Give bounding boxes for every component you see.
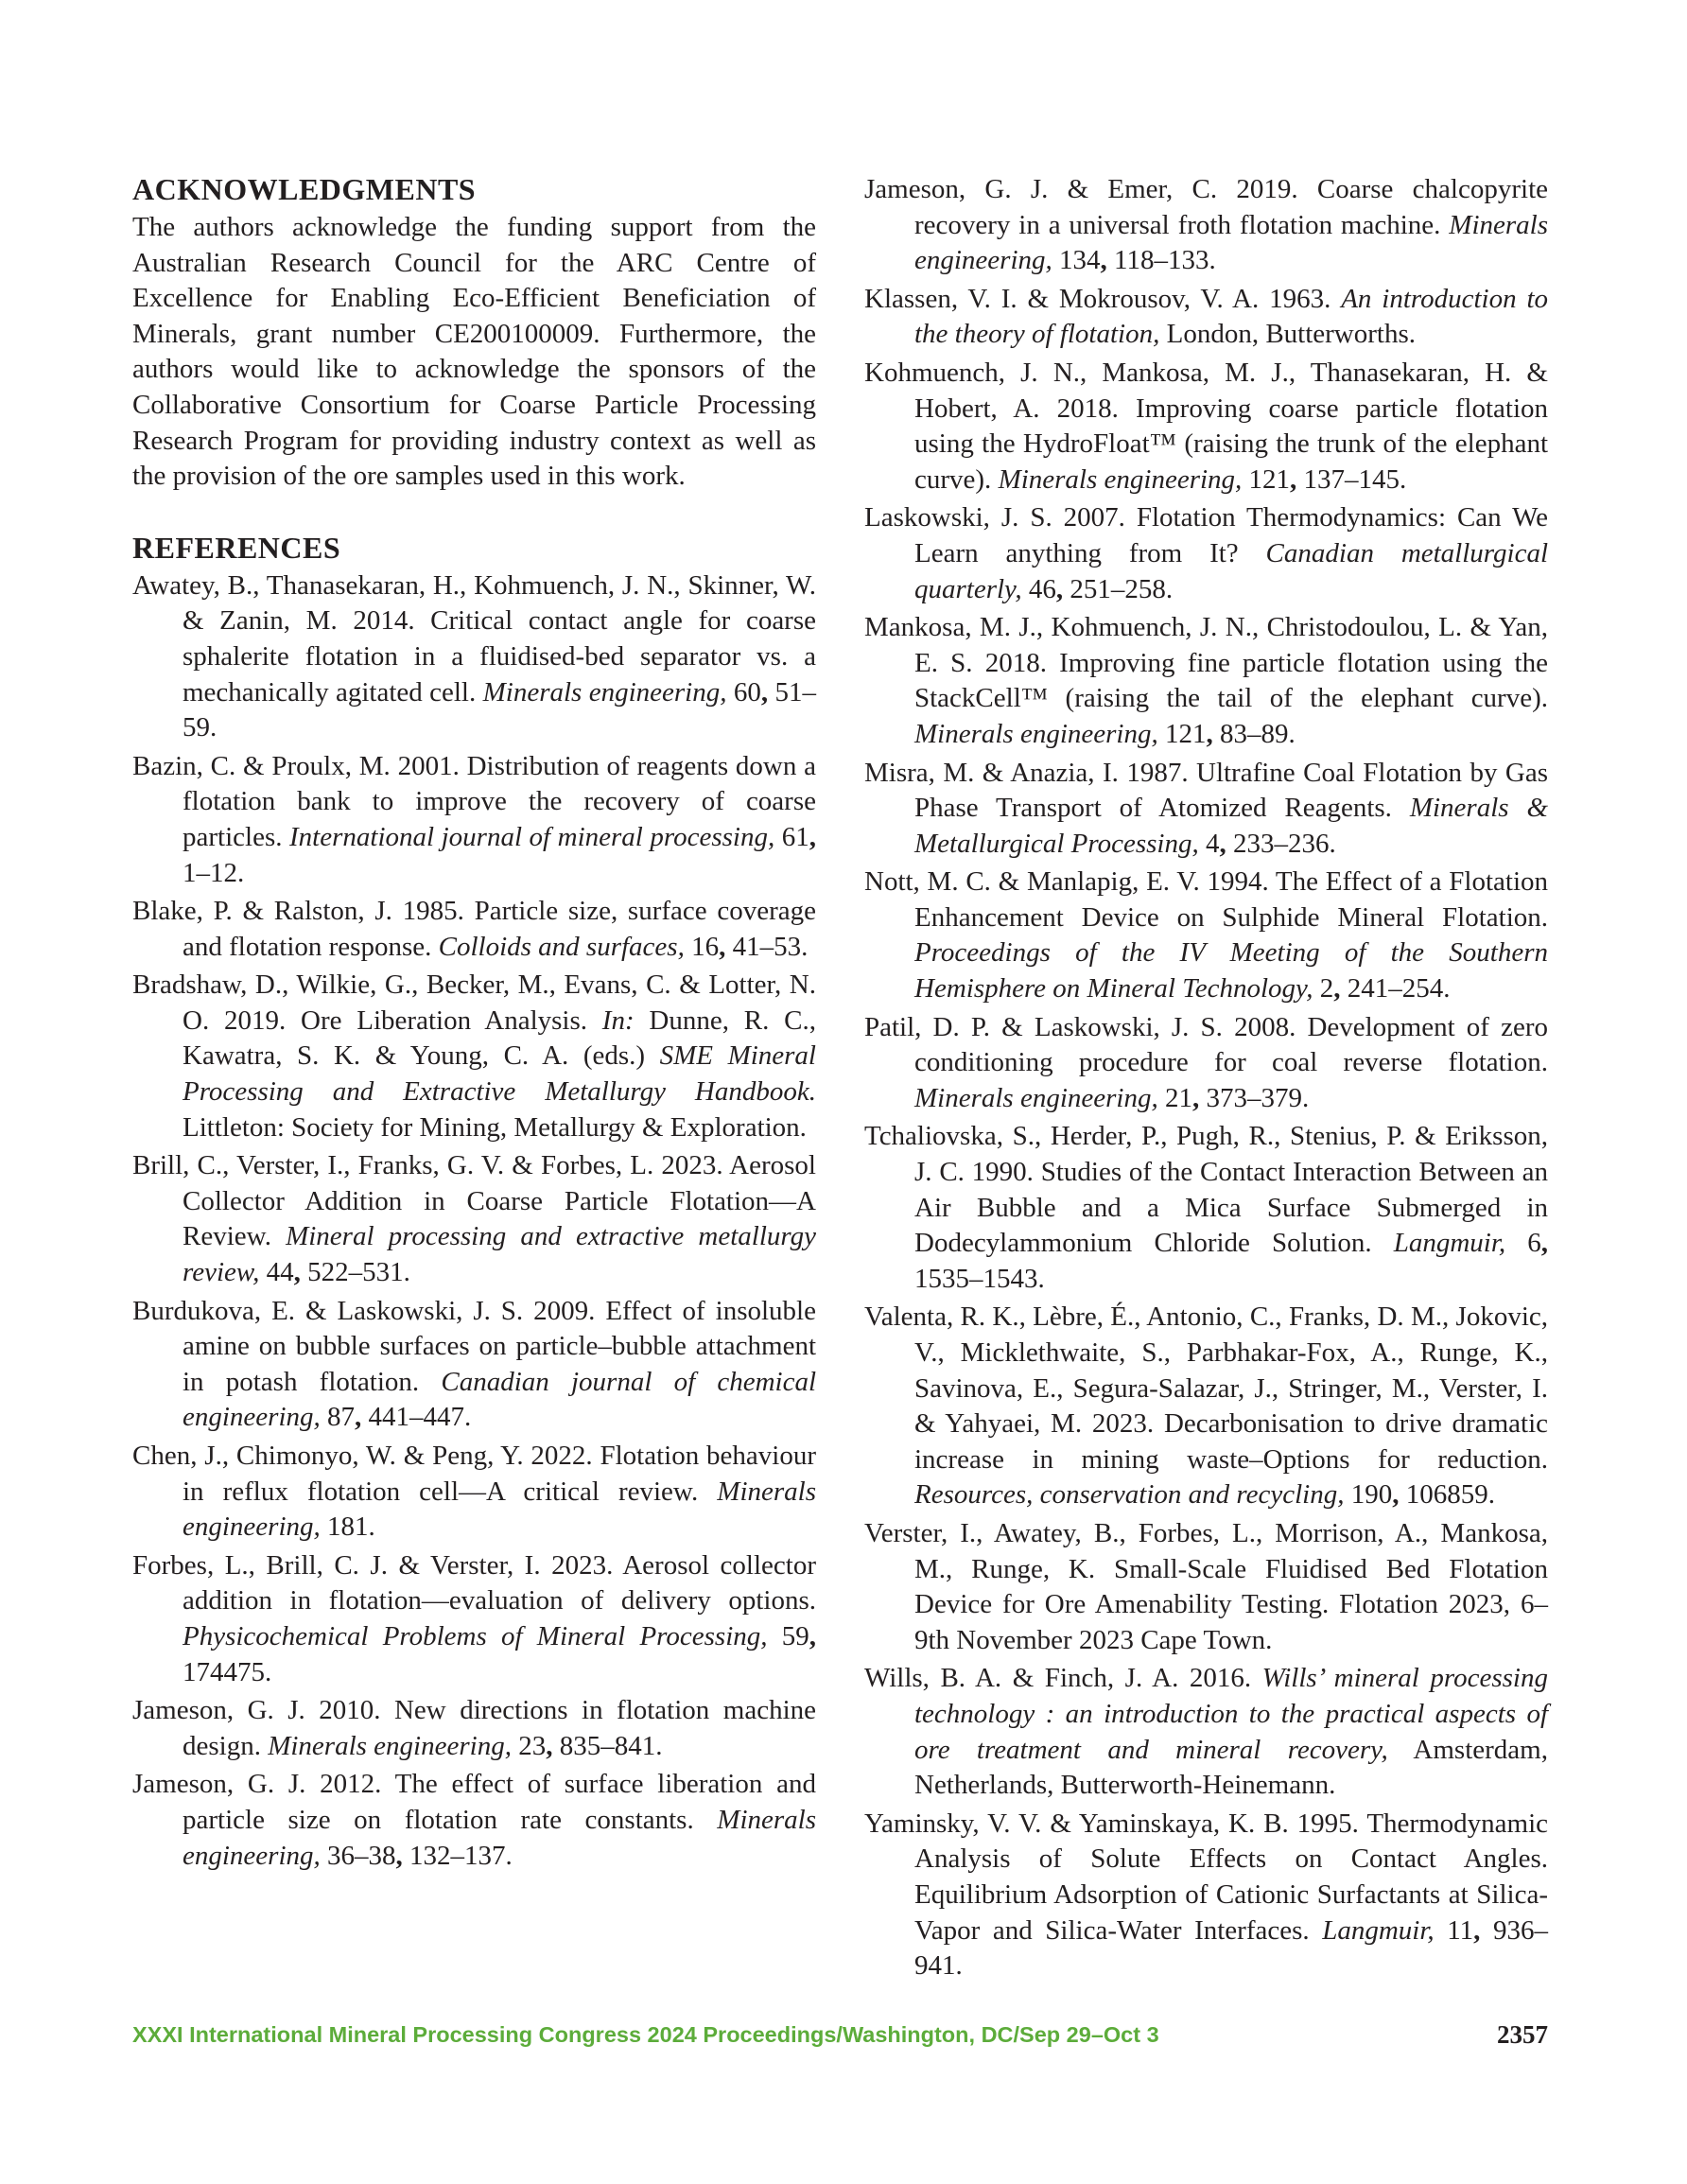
reference-volume: 134 bbox=[1052, 245, 1101, 276]
reference-journal: Minerals engineering, bbox=[183, 1804, 816, 1871]
reference-journal: Wills’ mineral processing technology : an introduction to the practical aspects of ore treatment and mineral recovery, bbox=[914, 1663, 1548, 1765]
reference-separator: , bbox=[760, 676, 775, 708]
reference-entry bbox=[864, 610, 1548, 752]
reference-volume: 2 bbox=[1313, 973, 1334, 1005]
reference-pages: Dunne, R. C., Kawatra, S. K. & Young, C. A. (eds.) bbox=[183, 1005, 816, 1072]
reference-separator: , bbox=[1392, 1479, 1406, 1511]
reference-journal: Minerals engineering, bbox=[914, 1082, 1158, 1113]
reference-journal: International journal of mineral processing, bbox=[289, 821, 775, 852]
reference-entry bbox=[132, 1767, 816, 1874]
reference-journal: Langmuir, bbox=[1393, 1228, 1506, 1259]
reference-pages: 132–137. bbox=[409, 1840, 513, 1871]
reference-pages: 522–531. bbox=[307, 1257, 410, 1288]
reference-journal: Minerals engineering, bbox=[914, 718, 1158, 749]
reference-volume: 4 bbox=[1198, 828, 1220, 859]
reference-volume: 181. bbox=[320, 1511, 375, 1543]
reference-volume: 21 bbox=[1157, 1082, 1192, 1113]
reference-volume: 61 bbox=[774, 821, 809, 852]
reference-pages: 373–379. bbox=[1206, 1082, 1310, 1113]
reference-journal: Minerals engineering, bbox=[998, 463, 1243, 495]
reference-volume: 121 bbox=[1157, 718, 1207, 749]
reference-list-left bbox=[132, 568, 816, 1874]
reference-separator: , bbox=[1333, 973, 1348, 1005]
reference-pages: 106859. bbox=[1405, 1479, 1495, 1511]
reference-volume: 11 bbox=[1434, 1914, 1474, 1946]
reference-pages: 1–12. bbox=[183, 857, 245, 888]
reference-volume: 121 bbox=[1242, 463, 1291, 495]
reference-entry bbox=[864, 1516, 1548, 1658]
reference-volume: 87 bbox=[320, 1402, 356, 1433]
reference-journal: Mineral processing and extractive metallurgy review, bbox=[183, 1221, 816, 1288]
reference-separator: , bbox=[1100, 245, 1115, 276]
reference-authors-title: Mankosa, M. J., Kohmuench, J. N., Christodoulou, L. & Yan, E. S. 2018. Improving fine particle flotation using the StackCell™ (raising the tail of the elephant curve). bbox=[864, 612, 1548, 714]
reference-journal: Physicochemical Problems of Mineral Processing, bbox=[183, 1620, 768, 1651]
reference-authors-title: Jameson, G. J. & Emer, C. 2019. Coarse chalcopyrite recovery in a universal froth flotation machine. bbox=[864, 174, 1548, 240]
reference-volume: 16 bbox=[684, 931, 720, 962]
reference-pages: 1535–1543. bbox=[914, 1263, 1045, 1294]
reference-pages: 174475. bbox=[183, 1656, 272, 1687]
reference-pages: 118–133. bbox=[1114, 245, 1216, 276]
reference-journal: In: bbox=[601, 1005, 635, 1036]
reference-journal: Minerals engineering, bbox=[914, 209, 1548, 276]
reference-separator: , bbox=[809, 1620, 816, 1651]
reference-pages: 233–236. bbox=[1232, 828, 1336, 859]
reference-separator: , bbox=[1219, 828, 1233, 859]
reference-entry bbox=[864, 865, 1548, 1006]
reference-separator: , bbox=[1206, 718, 1220, 749]
reference-pages: 251–258. bbox=[1070, 573, 1174, 604]
reference-entry bbox=[864, 1300, 1548, 1513]
reference-journal: Resources, conservation and recycling, bbox=[914, 1479, 1345, 1511]
reference-entry bbox=[864, 282, 1548, 353]
reference-authors-title: Nott, M. C. & Manlapig, E. V. 1994. The Effect of a Flotation Enhancement Device on Sulphide Mineral Flotation. bbox=[864, 866, 1548, 933]
reference-entry bbox=[132, 1148, 816, 1290]
reference-volume: 60 bbox=[726, 676, 761, 708]
reference-journal: Colloids and surfaces, bbox=[438, 931, 685, 962]
page-number: 2357 bbox=[1497, 2020, 1548, 2049]
reference-authors-title: Brill, C., Verster, I., Franks, G. V. & Forbes, L. 2023. Aerosol Collector Addition in Coarse Particle Flotation—A Review. bbox=[132, 1150, 816, 1252]
right-column bbox=[864, 172, 1548, 1987]
acknowledgments-body: The authors acknowledge the funding support from the Australian Research Council for the ARC Centre of Excellence for Enabling Eco-Efficient Beneficiation of Minerals, grant number CE200100009. Furthermore, the authors would like to acknowledge the sponsors of the Collaborative Consortium for Coarse Particle Processing Research Program for providing industry context as well as the provision of the ore samples used in this work. bbox=[132, 212, 816, 492]
reference-authors-title: Patil, D. P. & Laskowski, J. S. 2008. Development of zero conditioning procedure for coal reverse flotation. bbox=[864, 1011, 1548, 1078]
reference-volume: 36–38 bbox=[320, 1840, 396, 1871]
reference-entry bbox=[132, 894, 816, 965]
reference-pages: London, Butterworths. bbox=[1159, 319, 1417, 350]
reference-entry bbox=[864, 172, 1548, 279]
reference-pages: Amsterdam, Netherlands, Butterworth-Heinemann. bbox=[914, 1734, 1548, 1801]
reference-volume: 46 bbox=[1021, 573, 1056, 604]
reference-journal: Proceedings of the IV Meeting of the Southern Hemisphere on Mineral Technology, bbox=[914, 937, 1548, 1005]
reference-authors-title: Klassen, V. I. & Mokrousov, V. A. 1963. bbox=[864, 283, 1342, 314]
reference-pages: 936–941. bbox=[914, 1914, 1548, 1982]
reference-authors-title: Blake, P. & Ralston, J. 1985. Particle size, surface coverage and flotation response. bbox=[132, 896, 816, 962]
reference-publisher: Littleton: Society for Mining, Metallurgy & Exploration. bbox=[183, 1111, 807, 1143]
reference-authors-title: Laskowski, J. S. 2007. Flotation Thermodynamics: Can We Learn anything from It? bbox=[864, 502, 1548, 568]
reference-entry bbox=[132, 1548, 816, 1690]
reference-separator: , bbox=[1540, 1228, 1548, 1259]
reference-separator: , bbox=[1191, 1082, 1207, 1113]
reference-journal: Canadian journal of chemical engineering, bbox=[183, 1366, 816, 1433]
reference-journal: Langmuir, bbox=[1322, 1914, 1435, 1946]
reference-volume: 190 bbox=[1344, 1479, 1393, 1511]
reference-entry bbox=[864, 500, 1548, 607]
reference-authors-title: Bazin, C. & Proulx, M. 2001. Distribution of reagents down a flotation bank to improve the recovery of coarse particles. bbox=[132, 750, 816, 852]
reference-pages: 137–145. bbox=[1303, 463, 1407, 495]
reference-separator: , bbox=[355, 1402, 369, 1433]
reference-authors-title: Verster, I., Awatey, B., Forbes, L., Morrison, A., Mankosa, M., Runge, K. Small-Scale Fluidised Bed Flotation Device for Ore Amenability Testing. Flotation 2023, 6–9th November 2023 Cape Town. bbox=[864, 1517, 1548, 1655]
reference-entry bbox=[864, 1119, 1548, 1297]
reference-pages: 83–89. bbox=[1219, 718, 1296, 749]
reference-pages: 41–53. bbox=[732, 931, 809, 962]
reference-entry bbox=[132, 968, 816, 1145]
reference-entry bbox=[132, 1693, 816, 1764]
reference-authors-title: Jameson, G. J. 2010. New directions in flotation machine design. bbox=[132, 1695, 816, 1761]
reference-entry bbox=[864, 1661, 1548, 1803]
reference-separator: , bbox=[1473, 1914, 1493, 1946]
reference-pages: 441–447. bbox=[368, 1402, 472, 1433]
reference-journal: Minerals engineering, bbox=[268, 1730, 512, 1761]
references-heading: REFERENCES bbox=[132, 530, 341, 565]
reference-volume: 23 bbox=[511, 1730, 547, 1761]
reference-volume: 44 bbox=[259, 1257, 294, 1288]
reference-authors-title: Valenta, R. K., Lèbre, É., Antonio, C., Franks, D. M., Jokovic, V., Micklethwaite, S., Parbhakar-Fox, A., Runge, K., Savinova, E., Segura-Salazar, J., Stringer, M., Verster, I. & Yahyaei, M. 2023. Decarbonisation to drive dramatic increase in mining waste–Options for reduction. bbox=[864, 1302, 1548, 1475]
reference-book-title: SME Mineral Processing and Extractive Metallurgy Handbook. bbox=[183, 1040, 816, 1108]
reference-authors-title: Kohmuench, J. N., Mankosa, M. J., Thanasekaran, H. & Hobert, A. 2018. Improving coarse particle flotation using the HydroFloat™ (raising the trunk of the elephant curve). bbox=[864, 357, 1548, 495]
reference-authors-title: Yaminsky, V. V. & Yaminskaya, K. B. 1995. Thermodynamic Analysis of Solute Effects on Contact Angles. Equilibrium Adsorption of Cationic Surfactants at Silica-Vapor and Silica-Water Interfaces. bbox=[864, 1808, 1548, 1946]
reference-pages: 51–59. bbox=[183, 676, 817, 743]
reference-journal: An introduction to the theory of flotation, bbox=[914, 283, 1548, 350]
reference-pages: 241–254. bbox=[1347, 973, 1451, 1005]
reference-authors-title: Wills, B. A. & Finch, J. A. 2016. bbox=[864, 1663, 1262, 1694]
reference-authors-title: Tchaliovska, S., Herder, P., Pugh, R., Stenius, P. & Eriksson, J. C. 1990. Studies of the Contact Interaction Between an Air Bubble and a Mica Surface Submerged in Dodecylammonium Chloride Solution. bbox=[864, 1121, 1548, 1259]
reference-authors-title: Jameson, G. J. 2012. The effect of surface liberation and particle size on flotation rate constants. bbox=[132, 1769, 816, 1835]
reference-separator: , bbox=[293, 1257, 308, 1288]
reference-volume: 59 bbox=[767, 1620, 809, 1651]
reference-entry bbox=[132, 568, 816, 746]
reference-entry bbox=[132, 1294, 816, 1436]
reference-pages: 835–841. bbox=[559, 1730, 663, 1761]
reference-separator: , bbox=[1290, 463, 1304, 495]
reference-journal: Minerals engineering, bbox=[482, 676, 727, 708]
reference-entry bbox=[864, 1010, 1548, 1117]
reference-entry bbox=[132, 1439, 816, 1546]
reference-authors-title: Chen, J., Chimonyo, W. & Peng, Y. 2022. Flotation behaviour in reflux flotation cell—A critical review. bbox=[132, 1441, 816, 1507]
reference-journal: Minerals engineering, bbox=[183, 1476, 816, 1543]
reference-separator: , bbox=[395, 1840, 410, 1871]
reference-authors-title: Forbes, L., Brill, C. J. & Verster, I. 2023. Aerosol collector addition in flotation—evaluation of delivery options. bbox=[132, 1549, 816, 1616]
reference-entry bbox=[864, 356, 1548, 498]
reference-authors-title: Misra, M. & Anazia, I. 1987. Ultrafine Coal Flotation by Gas Phase Transport of Atomized Reagents. bbox=[864, 757, 1548, 824]
reference-separator: , bbox=[719, 931, 733, 962]
reference-list-right bbox=[864, 172, 1548, 1984]
left-column bbox=[132, 170, 816, 1877]
reference-separator: , bbox=[809, 821, 817, 852]
reference-separator: , bbox=[546, 1730, 560, 1761]
reference-authors-title: Bradshaw, D., Wilkie, G., Becker, M., Evans, C. & Lotter, N. O. 2019. Ore Liberation Analysis. bbox=[132, 970, 816, 1036]
reference-volume: 6 bbox=[1505, 1228, 1541, 1259]
reference-authors-title: Awatey, B., Thanasekaran, H., Kohmuench, J. N., Skinner, W. & Zanin, M. 2014. Critical contact angle for coarse sphalerite flotation in a fluidised-bed separator vs. a mechanically agitated cell. bbox=[132, 569, 816, 708]
reference-separator: , bbox=[1055, 573, 1070, 604]
reference-entry bbox=[132, 749, 816, 891]
reference-entry bbox=[864, 756, 1548, 863]
reference-journal: Canadian metallurgical quarterly, bbox=[914, 537, 1548, 604]
reference-authors-title: Burdukova, E. & Laskowski, J. S. 2009. Effect of insoluble amine on bubble surfaces on particle–bubble attachment in potash flotation. bbox=[132, 1295, 816, 1397]
acknowledgments-heading: ACKNOWLEDGMENTS bbox=[132, 172, 477, 206]
footer-conference-text: XXXI International Mineral Processing Congress 2024 Proceedings/Washington, DC/Sep 29–Oct 3 bbox=[132, 2022, 1159, 2047]
reference-entry bbox=[864, 1807, 1548, 1984]
reference-journal: Minerals & Metallurgical Processing, bbox=[914, 793, 1548, 859]
